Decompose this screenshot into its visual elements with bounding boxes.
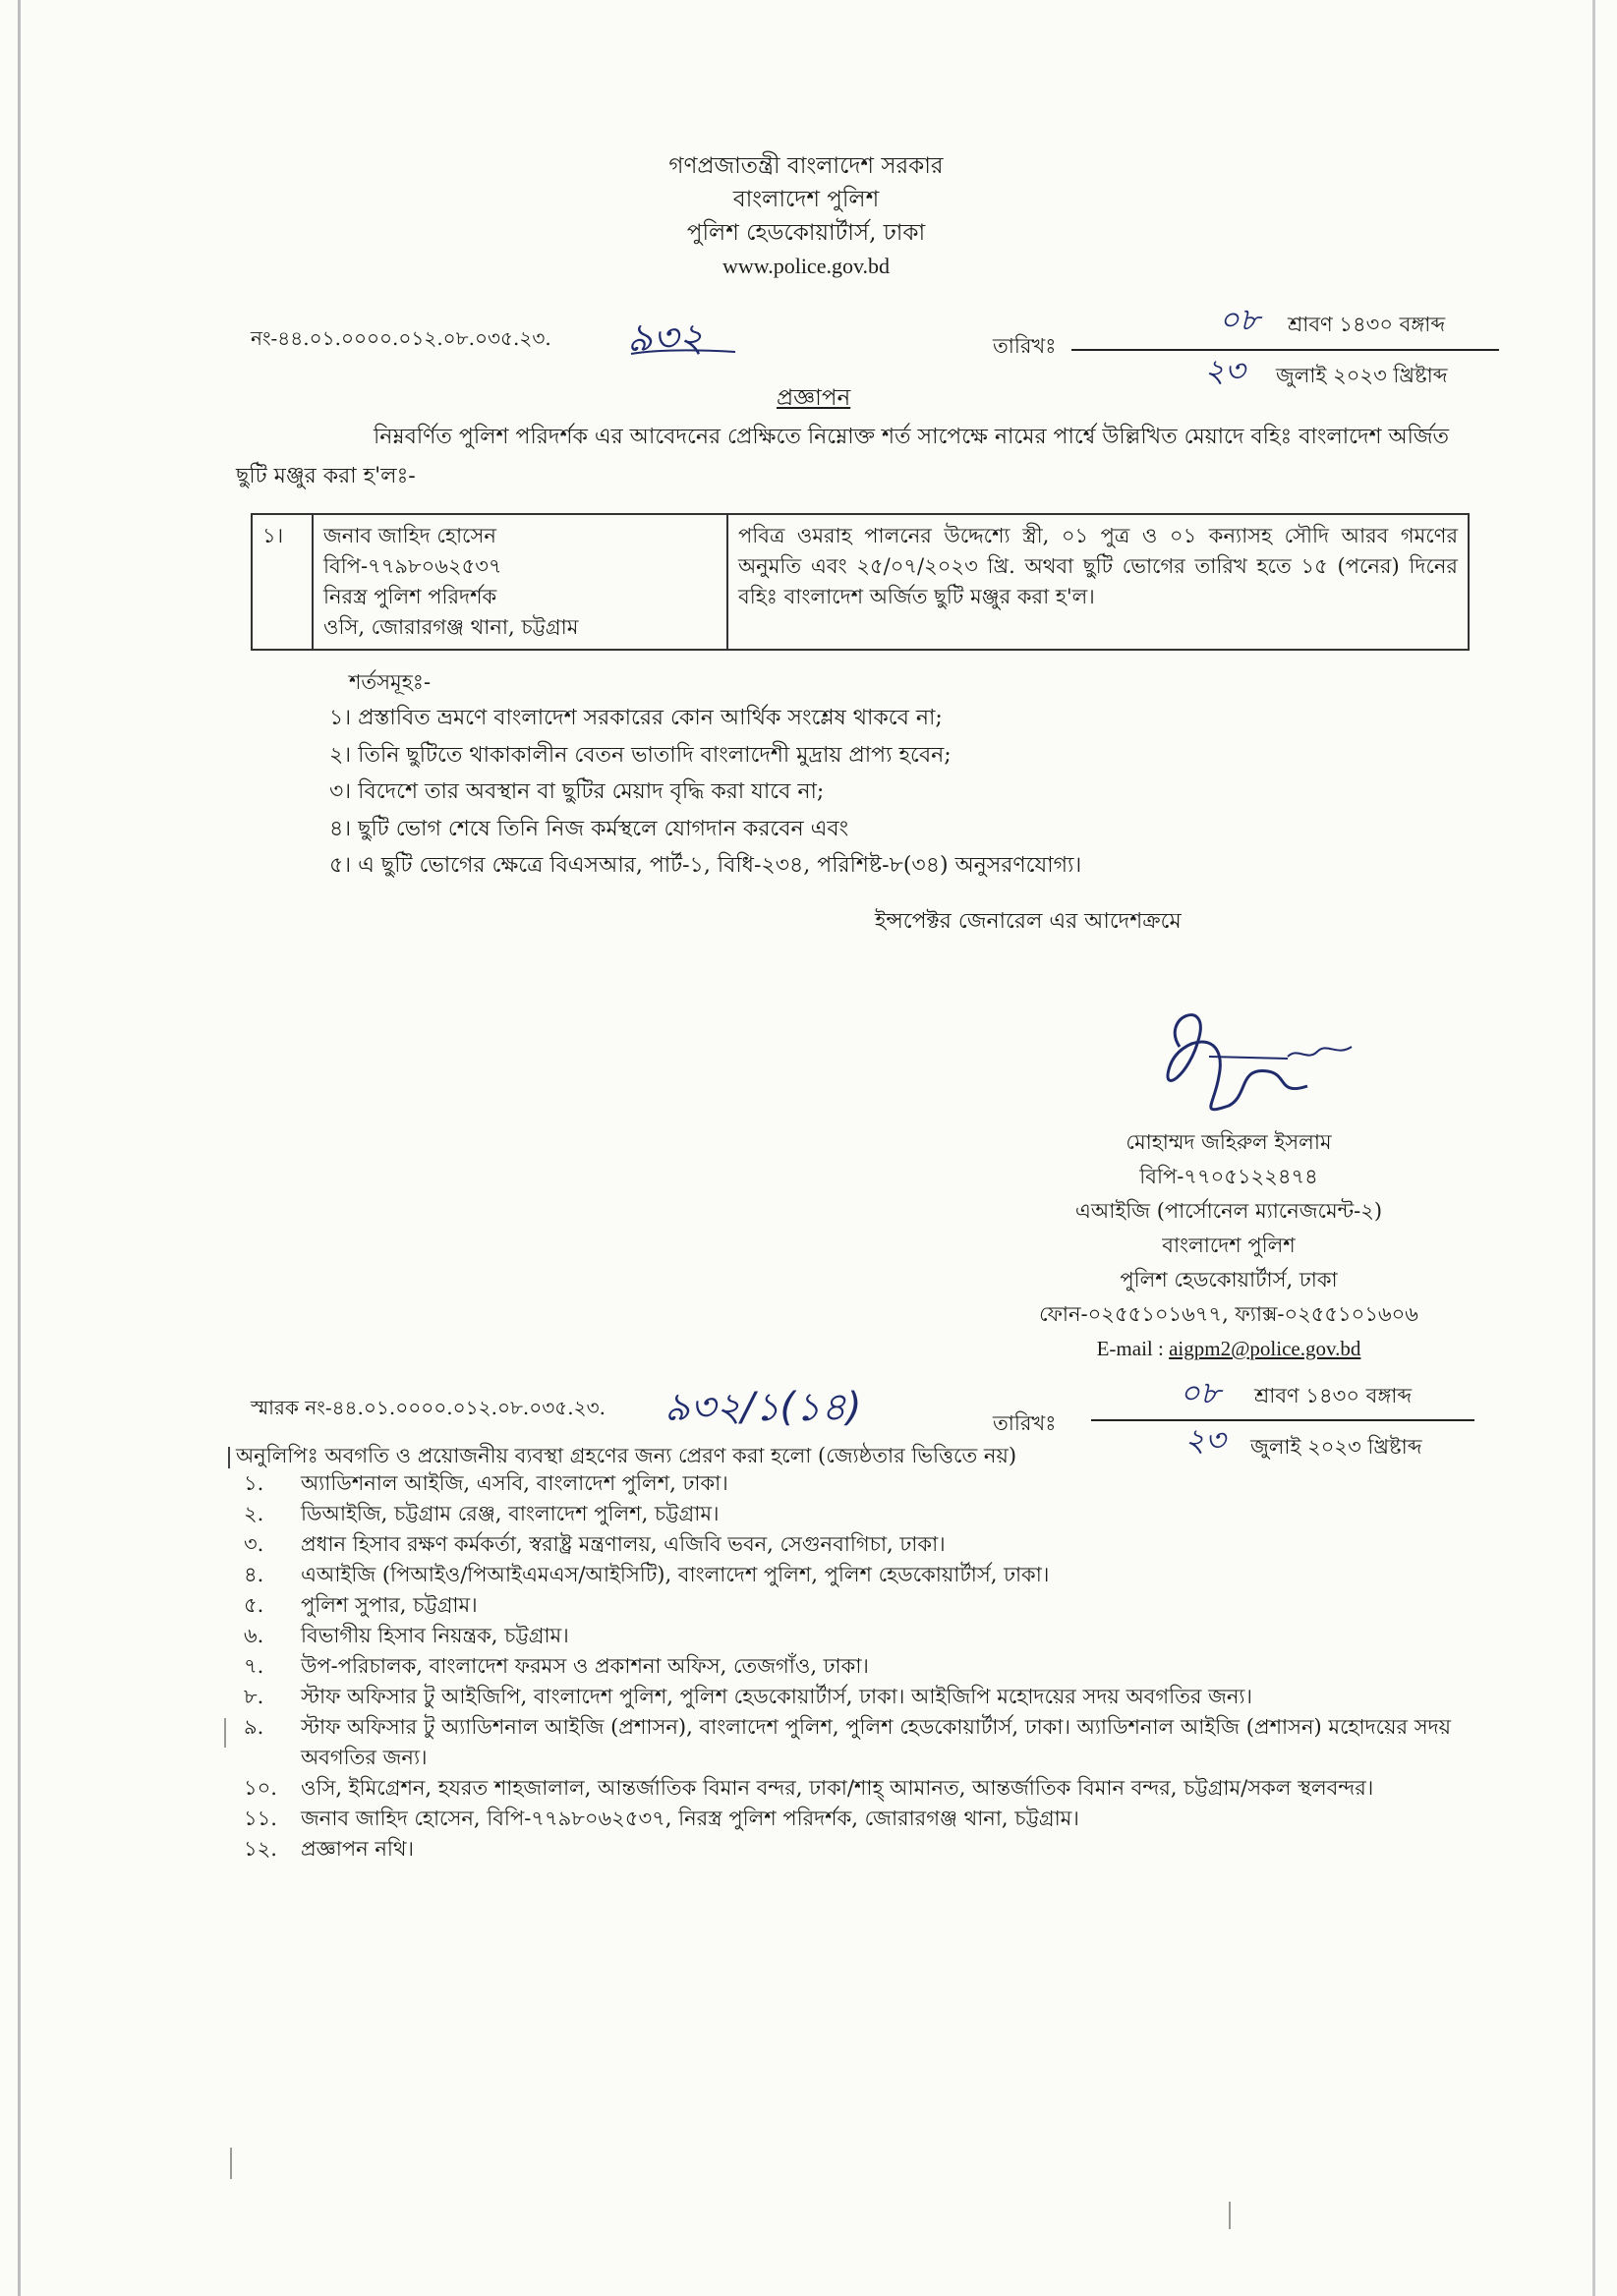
- margin-mark: [228, 1447, 230, 1468]
- order-by: ইন্সপেক্টর জেনারেল এর আদেশক্রমে: [875, 909, 1182, 934]
- memo-number-handwritten: ৯৩২: [627, 316, 704, 361]
- list-item: [236, 1712, 1494, 1773]
- signatory-block: [983, 1125, 1474, 1366]
- list-number: ১০.: [244, 1776, 277, 1800]
- list-number: ১১.: [244, 1807, 277, 1830]
- list-number: ৮.: [244, 1685, 264, 1708]
- list-text: প্রজ্ঞাপন নথি।: [301, 1837, 414, 1861]
- website: www.police.gov.bd: [722, 254, 891, 278]
- list-item: [236, 1773, 1494, 1804]
- officer-cell: [313, 514, 727, 650]
- memo-number-2: স্মারক নং-৪৪.০১.০০০০.০১২.০৮.০৩৫.২৩.: [251, 1396, 606, 1419]
- memo-number-2-handwritten: ৯৩২/১(১৪): [664, 1385, 862, 1430]
- list-item: [236, 1651, 1494, 1682]
- list-text: স্টাফ অফিসার টু আইজিপি, বাংলাদেশ পুলিশ, পুলিশ হেডকোয়ার্টার্স, ঢাকা। আইজিপি মহোদয়ের সদয় অবগতির জন্য।: [301, 1685, 1252, 1708]
- leave-detail-cell: পবিত্র ওমরাহ পালনের উদ্দেশ্যে স্ত্রী, ০১ পুত্র ও ০১ কন্যাসহ সৌদি আরব গমণের অনুমতি এবং ২৫/০৭/২০২৩ খ্রি. অথবা ছুটি ভোগের তারিখ হতে ১৫ (পনের) দিনের বহিঃ বাংলাদেশ অর্জিত ছুটি মঞ্জুর করা হ'ল।: [727, 514, 1469, 650]
- signature: [1140, 988, 1366, 1125]
- list-text: ডিআইজি, চট্টগ্রাম রেঞ্জ, বাংলাদেশ পুলিশ, চট্টগ্রাম।: [301, 1502, 720, 1525]
- officer-bp: বিপি-৭৭৯৮০৬২৫৩৭: [323, 554, 502, 578]
- body-text: নিম্নবর্ণিত পুলিশ পরিদর্শক এর আবেদনের প্রেক্ষিতে নিম্নোক্ত শর্ত সাপেক্ষে নামের পার্শ্বে উল্লিখিত মেয়াদে বহিঃ বাংলাদেশ অর্জিত ছুটি মঞ্জুর করা হ'লঃ-: [236, 425, 1450, 488]
- signatory-designation: এআইজি (পার্সোনেল ম্যানেজমেন্ট-২): [1074, 1199, 1383, 1223]
- english-day-handwritten-2: ২৩: [1184, 1421, 1226, 1459]
- scan-speck: [1229, 2202, 1231, 2229]
- list-text: পুলিশ সুপার, চট্টগ্রাম।: [301, 1593, 478, 1617]
- conditions-list: [329, 700, 1081, 885]
- handwritten-underline: [629, 346, 737, 358]
- list-item: [236, 1834, 1494, 1865]
- list-number: ৯.: [244, 1715, 264, 1739]
- condition-item: ৩। বিদেশে তার অবস্থান বা ছুটির মেয়াদ বৃদ্ধি করা যাবে না;: [329, 779, 825, 804]
- list-text: ওসি, ইমিগ্রেশন, হযরত শাহজালাল, আন্তর্জাতিক বিমান বন্দর, ঢাকা/শাহ্ আমানত, আন্তর্জাতিক বিমান বন্দর, চট্টগ্রাম/সকল স্থলবন্দর।: [301, 1776, 1374, 1800]
- list-item: [236, 1560, 1494, 1590]
- distribution-list: [236, 1468, 1494, 1865]
- body-paragraph: [236, 418, 1484, 496]
- list-number: ৪.: [244, 1563, 264, 1586]
- list-number: ১২.: [244, 1837, 277, 1861]
- date-label: তারিখঃ: [993, 334, 1057, 358]
- list-number: ২.: [244, 1502, 264, 1525]
- bangla-day-handwritten-2: ০৮: [1180, 1374, 1221, 1411]
- condition-item: ৫। এ ছুটি ভোগের ক্ষেত্রে বিএসআর, পার্ট-১, বিধি-২৩৪, পরিশিষ্ট-৮(৩৪) অনুসরণযোগ্য।: [329, 853, 1082, 878]
- date-divider-2: [1091, 1419, 1474, 1421]
- list-text: অ্যাডিশনাল আইজি, এসবি, বাংলাদেশ পুলিশ, ঢাকা।: [301, 1471, 728, 1495]
- table-row: [252, 514, 1469, 650]
- bangla-month-year: শ্রাবণ ১৪৩০ বঙ্গাব্দ: [1288, 313, 1446, 336]
- copy-heading: অনুলিপিঃ অবগতি ও প্রয়োজনীয় ব্যবস্থা গ্রহণের জন্য প্রেরণ করা হলো (জ্যেষ্ঠতার ভিত্তিতে নয়): [236, 1444, 1017, 1467]
- list-item: [236, 1682, 1494, 1712]
- serial-cell: ১।: [252, 514, 313, 650]
- email-label: E-mail :: [1096, 1337, 1170, 1360]
- list-text: এআইজি (পিআইও/পিআইএমএস/আইসিটি), বাংলাদেশ পুলিশ, পুলিশ হেডকোয়ার্টার্স, ঢাকা।: [301, 1563, 1050, 1586]
- scan-edge-right: [1592, 0, 1595, 2296]
- office-name: পুলিশ হেডকোয়ার্টার্স, ঢাকা: [686, 220, 926, 246]
- list-item: [236, 1590, 1494, 1621]
- scan-edge-left: [18, 0, 21, 2296]
- notification-title: প্রজ্ঞাপন: [777, 385, 851, 411]
- english-month-year: জুলাই ২০২৩ খ্রিষ্টাব্দ: [1276, 364, 1448, 387]
- scan-speck: [230, 2148, 232, 2179]
- date-label-2: তারিখঃ: [993, 1411, 1057, 1435]
- list-number: ৬.: [244, 1624, 264, 1647]
- signatory-email-line: [983, 1332, 1474, 1366]
- list-number: ৫.: [244, 1593, 264, 1617]
- list-text: প্রধান হিসাব রক্ষণ কর্মকর্তা, স্বরাষ্ট্র মন্ত্রণালয়, এজিবি ভবন, সেগুনবাগিচা, ঢাকা।: [301, 1532, 946, 1556]
- email-link[interactable]: aigpm2@police.gov.bd: [1169, 1337, 1361, 1360]
- signatory-phone-fax: ফোন-০২৫৫১০১৬৭৭, ফ্যাক্স-০২৫৫১০১৬০৬: [1039, 1302, 1418, 1326]
- list-text: স্টাফ অফিসার টু অ্যাডিশনাল আইজি (প্রশাসন), বাংলাদেশ পুলিশ, পুলিশ হেডকোয়ার্টার্স, ঢাকা। অ্যাডিশনাল আইজি (প্রশাসন) মহোদয়ের সদয় অবগতির জন্য।: [301, 1715, 1451, 1769]
- officer-rank: নিরস্ত্র পুলিশ পরিদর্শক: [323, 585, 497, 608]
- date-divider: [1071, 349, 1499, 351]
- list-text: বিভাগীয় হিসাব নিয়ন্ত্রক, চট্টগ্রাম।: [301, 1624, 569, 1647]
- list-item: [236, 1621, 1494, 1651]
- leave-grant-table: [251, 513, 1470, 651]
- list-item: [236, 1499, 1494, 1529]
- signatory-name: মোহাম্মদ জহিরুল ইসলাম: [1126, 1130, 1332, 1154]
- list-item: [236, 1468, 1494, 1499]
- conditions-title: শর্তসমূহঃ-: [349, 670, 432, 694]
- list-item: [236, 1804, 1494, 1834]
- officer-name: জনাব জাহিদ হোসেন: [323, 524, 496, 547]
- list-number: ৭.: [244, 1654, 264, 1678]
- letterhead: [550, 149, 1062, 283]
- bangla-day-handwritten: ০৮: [1219, 301, 1260, 338]
- english-month-year-2: জুলাই ২০২৩ খ্রিষ্টাব্দ: [1250, 1435, 1422, 1459]
- list-number: ৩.: [244, 1532, 264, 1556]
- list-text: উপ-পরিচালক, বাংলাদেশ ফরমস ও প্রকাশনা অফিস, তেজগাঁও, ঢাকা।: [301, 1654, 869, 1678]
- condition-item: ২। তিনি ছুটিতে থাকাকালীন বেতন ভাতাদি বাংলাদেশী মুদ্রায় প্রাপ্য হবেন;: [329, 742, 952, 768]
- english-day-handwritten: ২৩: [1204, 352, 1245, 389]
- bangla-month-year-2: শ্রাবণ ১৪৩০ বঙ্গাব্দ: [1254, 1384, 1413, 1407]
- signatory-bp: বিপি-৭৭০৫১২২৪৭৪: [1139, 1165, 1318, 1188]
- signatory-office: পুলিশ হেডকোয়ার্টার্স, ঢাকা: [1120, 1268, 1338, 1292]
- condition-item: ৪। ছুটি ভোগ শেষে তিনি নিজ কর্মস্থলে যোগদান করবেন এবং: [329, 816, 849, 841]
- scan-speck: [224, 1718, 226, 1748]
- government-name: গণপ্রজাতন্ত্রী বাংলাদেশ সরকার: [668, 153, 944, 179]
- memo-number: নং-৪৪.০১.০০০০.০১২.০৮.০৩৫.২৩.: [251, 326, 551, 350]
- department-name: বাংলাদেশ পুলিশ: [732, 187, 880, 212]
- officer-posting: ওসি, জোরারগঞ্জ থানা, চট্টগ্রাম: [323, 615, 579, 639]
- list-text: জনাব জাহিদ হোসেন, বিপি-৭৭৯৮০৬২৫৩৭, নিরস্ত্র পুলিশ পরিদর্শক, জোরারগঞ্জ থানা, চট্টগ্রাম।: [301, 1807, 1079, 1830]
- list-number: ১.: [244, 1471, 264, 1495]
- list-item: [236, 1529, 1494, 1560]
- condition-item: ১। প্রস্তাবিত ভ্রমণে বাংলাদেশ সরকারের কোন আর্থিক সংশ্লেষ থাকবে না;: [329, 706, 943, 730]
- signatory-department: বাংলাদেশ পুলিশ: [1162, 1234, 1296, 1257]
